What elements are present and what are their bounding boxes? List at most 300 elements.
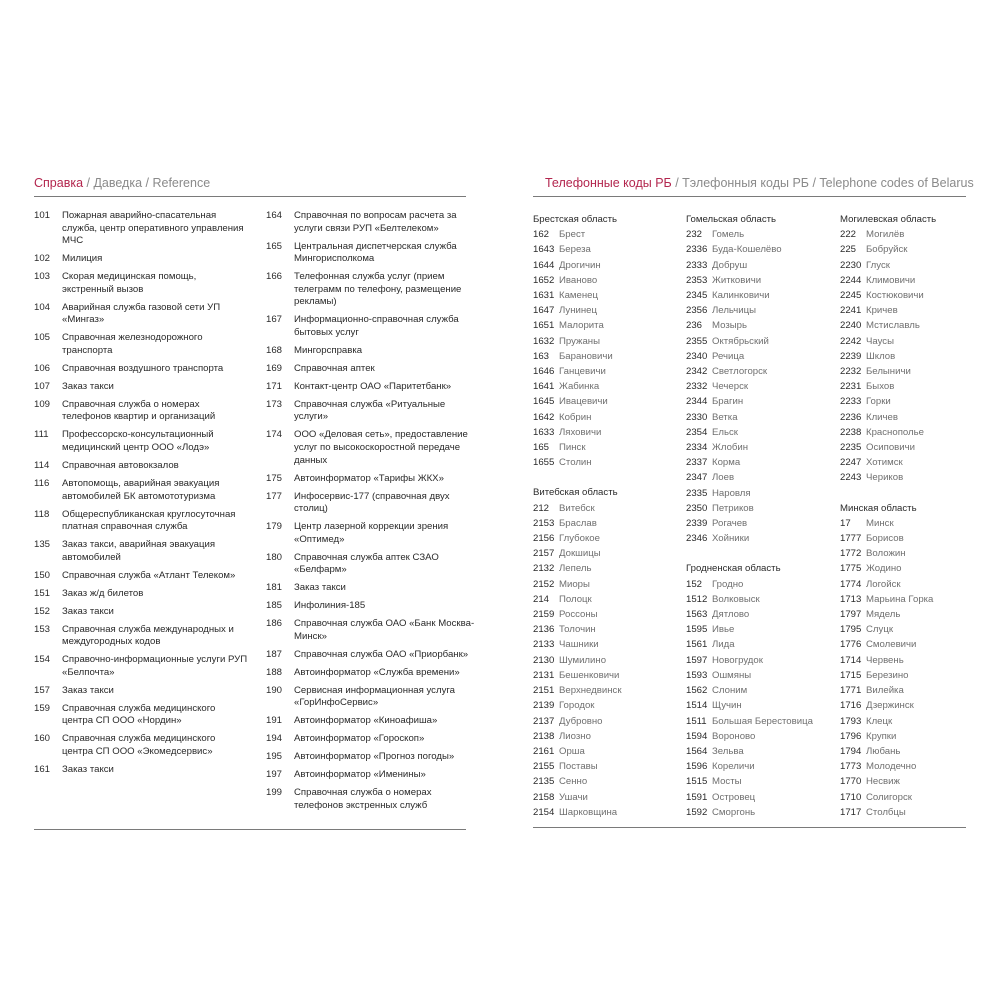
city-code: 1644 <box>533 259 555 271</box>
reference-code: 187 <box>266 648 283 660</box>
city-row <box>533 410 673 425</box>
reference-entry <box>266 521 481 546</box>
reference-entry <box>34 381 249 394</box>
city-code: 1793 <box>840 715 862 727</box>
city-code: 2232 <box>840 366 862 378</box>
region-name: Могилевская область <box>840 214 937 225</box>
reference-description: Справочная воздушного транспорта <box>62 362 224 374</box>
city-name: Чечерск <box>712 381 749 393</box>
reference-entry <box>34 606 249 619</box>
city-row <box>686 288 826 303</box>
reference-entry <box>34 399 249 424</box>
city-code: 2230 <box>840 259 862 271</box>
reference-bottom-rule <box>34 829 466 830</box>
reference-description: Справочная служба ОАО «Приорбанк» <box>294 648 469 660</box>
city-row <box>840 242 980 257</box>
codes-column-3 <box>840 212 980 835</box>
city-row <box>840 714 980 729</box>
city-code: 1717 <box>840 806 862 818</box>
city-name: Россоны <box>559 609 598 621</box>
city-row <box>840 440 980 455</box>
reference-code: 103 <box>34 271 51 283</box>
reference-code: 164 <box>266 210 283 221</box>
reference-description: Центр лазерной коррекции зрения «Оптимед» <box>294 521 449 545</box>
city-row <box>840 349 980 364</box>
reference-description: Автопомощь, аварийная эвакуация автомобилей БК автомототуризма <box>62 478 220 502</box>
city-code: 2332 <box>686 381 708 393</box>
reference-entry <box>266 649 481 662</box>
city-name: Чашники <box>559 639 599 651</box>
city-code: 2344 <box>686 396 708 408</box>
city-name: Быхов <box>866 381 895 393</box>
city-name: Калинковичи <box>712 290 770 302</box>
city-code: 2233 <box>840 396 862 408</box>
reference-entry <box>266 381 481 394</box>
reference-code: 157 <box>34 684 51 696</box>
city-code: 2156 <box>533 533 555 545</box>
city-name: Вилейка <box>866 685 904 697</box>
city-name: Солигорск <box>866 791 912 803</box>
city-row <box>533 653 673 668</box>
city-row <box>686 774 826 789</box>
city-row <box>840 334 980 349</box>
city-row <box>840 668 980 683</box>
city-code: 2130 <box>533 654 555 666</box>
city-code: 1511 <box>686 715 707 727</box>
city-code: 2356 <box>686 305 708 317</box>
city-name: Иваново <box>559 274 598 286</box>
reference-description: Заказ такси <box>62 605 114 617</box>
city-row <box>840 607 980 622</box>
city-code: 2158 <box>533 791 555 803</box>
city-row <box>686 486 826 501</box>
city-code: 2334 <box>686 442 708 454</box>
reference-entry <box>266 618 481 643</box>
city-code: 2350 <box>686 502 708 514</box>
reference-description: Заказ такси <box>294 582 346 594</box>
city-code: 1597 <box>686 654 708 666</box>
city-name: Житковичи <box>712 274 762 286</box>
city-row <box>533 425 673 440</box>
reference-code: 179 <box>266 521 283 533</box>
reference-entry <box>34 654 249 679</box>
city-name: Костюковичи <box>866 290 924 302</box>
city-row <box>533 683 673 698</box>
city-code: 1714 <box>840 654 862 666</box>
reference-description: Справочная служба медицинского центра СП ООО «Нордин» <box>62 702 216 727</box>
reference-entry <box>266 314 481 339</box>
city-code: 1631 <box>533 290 555 302</box>
city-row <box>533 455 673 470</box>
reference-entry <box>266 429 481 467</box>
city-row <box>533 394 673 409</box>
reference-code: 171 <box>266 380 283 392</box>
city-row <box>686 714 826 729</box>
reference-entry <box>266 363 481 376</box>
reference-description: Автоинформатор «Служба времени» <box>294 666 460 678</box>
reference-code: 101 <box>34 210 51 221</box>
city-name: Хотимск <box>866 457 903 469</box>
city-row <box>840 303 980 318</box>
city-name: Ошмяны <box>712 669 752 681</box>
codes-column-1 <box>533 212 673 835</box>
city-name: Большая Берестовица <box>712 715 813 727</box>
codes-top-rule <box>533 196 966 197</box>
city-name: Воложин <box>866 548 906 560</box>
reference-entry <box>34 764 249 777</box>
city-code: 1633 <box>533 426 555 438</box>
reference-description: Справочная автовокзалов <box>62 460 179 472</box>
city-name: Береза <box>559 244 591 256</box>
reference-column-2 <box>266 210 481 818</box>
city-name: Горки <box>866 396 891 408</box>
city-code: 2135 <box>533 776 555 788</box>
reference-description: Автоинформатор «Гороскоп» <box>294 733 425 745</box>
reference-entry <box>34 271 249 296</box>
city-row <box>840 516 980 531</box>
city-code: 2240 <box>840 320 862 332</box>
city-name: Гомель <box>712 229 745 241</box>
city-code: 1777 <box>840 533 862 545</box>
reference-entry <box>34 210 249 248</box>
city-row <box>686 668 826 683</box>
city-row <box>840 425 980 440</box>
reference-header-rest: / Даведка / Reference <box>83 176 211 190</box>
city-code: 1771 <box>840 685 862 697</box>
city-name: Кричев <box>866 305 898 317</box>
region-name: Витебская область <box>533 487 618 499</box>
city-row <box>840 455 980 470</box>
codes-page <box>500 0 1000 1000</box>
city-name: Лоев <box>712 472 735 484</box>
city-row <box>686 607 826 622</box>
city-name: Светлогорск <box>712 366 768 378</box>
city-name: Волковыск <box>712 593 760 605</box>
region-name: Минская область <box>840 502 917 514</box>
city-name: Рогачев <box>712 518 748 530</box>
city-row <box>686 622 826 637</box>
city-name: Кореличи <box>712 761 755 773</box>
reference-description: Пожарная аварийно-спасательная служба, центр оперативного управления МЧС <box>62 210 244 247</box>
reference-description: Автоинформатор «Именины» <box>294 769 426 781</box>
city-row <box>840 288 980 303</box>
reference-code: 194 <box>266 733 283 745</box>
city-code: 1643 <box>533 244 555 256</box>
city-code: 1642 <box>533 411 555 423</box>
reference-code: 106 <box>34 362 51 374</box>
city-code: 1593 <box>686 669 708 681</box>
reference-code: 167 <box>266 314 283 326</box>
city-row <box>686 653 826 668</box>
city-name: Мосты <box>712 776 742 788</box>
city-code: 1563 <box>686 609 708 621</box>
city-name: Дрогичин <box>559 259 601 271</box>
reference-description: Инфосервис-177 (справочная двух столиц) <box>294 490 450 515</box>
city-row <box>533 227 673 242</box>
reference-description: Центральная диспетчерская служба Мингорисполкома <box>294 240 457 265</box>
city-name: Жабинка <box>559 381 600 393</box>
city-name: Бешенковичи <box>559 669 620 681</box>
city-code: 1775 <box>840 563 862 575</box>
reference-code: 190 <box>266 684 283 696</box>
city-code: 2336 <box>686 244 708 256</box>
region-block <box>686 561 826 819</box>
reference-code: 107 <box>34 380 51 392</box>
reference-description: ООО «Деловая сеть», предоставление услуг по высокоскоростной передаче данных <box>294 429 468 466</box>
city-row <box>686 425 826 440</box>
city-code: 2151 <box>533 685 555 697</box>
reference-code: 180 <box>266 551 283 563</box>
reference-entry <box>266 582 481 595</box>
city-code: 1596 <box>686 761 708 773</box>
reference-code: 199 <box>266 787 283 799</box>
city-name: Ветка <box>712 411 738 423</box>
city-code: 2345 <box>686 290 708 302</box>
city-code: 2245 <box>840 290 862 302</box>
city-row <box>686 440 826 455</box>
city-code: 165 <box>533 442 550 454</box>
city-name: Городок <box>559 700 595 712</box>
city-code: 162 <box>533 229 550 241</box>
city-code: 1716 <box>840 700 862 712</box>
city-row <box>840 622 980 637</box>
city-row <box>840 637 980 652</box>
city-name: Глуск <box>866 259 890 271</box>
city-row <box>533 561 673 576</box>
city-code: 2159 <box>533 609 555 621</box>
reference-code: 165 <box>266 240 283 252</box>
city-row <box>533 516 673 531</box>
city-code: 1773 <box>840 761 862 773</box>
reference-code: 159 <box>34 702 51 714</box>
city-name: Осиповичи <box>866 442 915 454</box>
city-code: 1515 <box>686 776 708 788</box>
reference-entry <box>266 399 481 424</box>
city-name: Несвиж <box>866 776 900 788</box>
city-row <box>840 592 980 607</box>
city-name: Столин <box>559 457 592 469</box>
reference-code: 195 <box>266 751 283 763</box>
city-row <box>840 790 980 805</box>
city-code: 2353 <box>686 274 708 286</box>
city-name: Марьина Горка <box>866 593 934 605</box>
city-code: 1652 <box>533 274 555 286</box>
city-row <box>533 334 673 349</box>
city-name: Мстиславль <box>866 320 920 332</box>
city-row <box>533 592 673 607</box>
reference-entry <box>34 570 249 583</box>
city-code: 236 <box>686 320 703 332</box>
codes-column-2 <box>686 212 826 835</box>
reference-entry <box>34 332 249 357</box>
city-code: 2340 <box>686 350 708 362</box>
city-name: Ганцевичи <box>559 366 606 378</box>
city-code: 1774 <box>840 578 862 590</box>
city-code: 1646 <box>533 366 555 378</box>
reference-entry <box>34 478 249 503</box>
city-row <box>533 288 673 303</box>
city-row <box>840 546 980 561</box>
city-name: Зельва <box>712 745 744 757</box>
city-name: Щучин <box>712 700 742 712</box>
reference-entry <box>266 210 481 235</box>
city-row <box>533 501 673 516</box>
city-code: 2243 <box>840 472 862 484</box>
city-name: Жлобин <box>712 442 749 454</box>
city-code: 2138 <box>533 730 555 742</box>
city-code: 152 <box>686 578 703 590</box>
city-row <box>533 714 673 729</box>
city-row <box>686 501 826 516</box>
city-row <box>840 805 980 820</box>
city-name: Молодечно <box>866 761 917 773</box>
city-row <box>533 774 673 789</box>
city-code: 1594 <box>686 730 708 742</box>
city-name: Корма <box>712 457 741 469</box>
city-code: 1713 <box>840 593 862 605</box>
reference-entry <box>34 685 249 698</box>
reference-description: Сервисная информационная услуга «ГорИнфоСервис» <box>294 684 455 709</box>
city-row <box>533 805 673 820</box>
city-name: Верхнедвинск <box>559 685 622 697</box>
city-code: 1592 <box>686 806 708 818</box>
reference-entry <box>266 491 481 516</box>
city-row <box>686 410 826 425</box>
reference-top-rule <box>34 196 466 197</box>
codes-header-accent: Телефонные коды РБ <box>545 176 672 190</box>
reference-description: Заказ ж/д билетов <box>62 587 144 599</box>
city-name: Ляховичи <box>559 426 602 438</box>
city-code: 2337 <box>686 457 708 469</box>
reference-code: 185 <box>266 600 283 612</box>
reference-entry <box>34 539 249 564</box>
city-name: Октябрьский <box>712 335 769 347</box>
city-row <box>533 668 673 683</box>
city-row <box>686 637 826 652</box>
city-row <box>686 592 826 607</box>
city-code: 2335 <box>686 487 708 499</box>
city-row <box>840 729 980 744</box>
city-row <box>533 729 673 744</box>
city-code: 1647 <box>533 305 555 317</box>
city-row <box>686 349 826 364</box>
city-code: 1715 <box>840 669 862 681</box>
city-row <box>840 653 980 668</box>
city-row <box>840 364 980 379</box>
reference-description: Автоинформатор «Киноафиша» <box>294 715 438 727</box>
city-name: Минск <box>866 517 894 529</box>
city-row <box>686 334 826 349</box>
city-code: 232 <box>686 229 703 241</box>
reference-code: 161 <box>34 763 51 775</box>
city-row <box>686 683 826 698</box>
city-row <box>533 637 673 652</box>
reference-entry <box>34 363 249 376</box>
city-name: Браслав <box>559 517 597 529</box>
city-row <box>533 546 673 561</box>
reference-code: 177 <box>266 490 283 502</box>
city-code: 1641 <box>533 381 555 393</box>
reference-entry <box>34 588 249 601</box>
city-row <box>686 531 826 546</box>
region-name: Гомельская область <box>686 214 777 225</box>
reference-code: 154 <box>34 654 51 666</box>
city-name: Толочин <box>559 624 596 636</box>
city-row <box>686 394 826 409</box>
city-code: 2161 <box>533 745 555 757</box>
city-row <box>686 303 826 318</box>
reference-code: 151 <box>34 587 51 599</box>
reference-code: 102 <box>34 253 51 265</box>
reference-description: Скорая медицинская помощь, экстренный вызов <box>62 271 197 295</box>
reference-description: Милиция <box>62 253 103 265</box>
region-block <box>533 485 673 819</box>
reference-description: Автоинформатор «Тарифы ЖКХ» <box>294 472 444 484</box>
city-name: Жодино <box>866 563 902 575</box>
city-row <box>533 607 673 622</box>
reference-description: Аварийная служба газовой сети УП «Мингаз» <box>62 301 221 326</box>
city-row <box>840 577 980 592</box>
city-code: 2247 <box>840 457 862 469</box>
reference-description: Общереспубликанская круглосуточная платная справочная служба <box>62 508 236 533</box>
city-name: Лельчицы <box>712 305 757 317</box>
reference-code: 150 <box>34 569 51 581</box>
city-row <box>533 790 673 805</box>
city-name: Шарковщина <box>559 806 618 818</box>
city-code: 163 <box>533 350 550 362</box>
city-row <box>840 410 980 425</box>
city-code: 2347 <box>686 472 708 484</box>
city-code: 2154 <box>533 806 555 818</box>
city-name: Логойск <box>866 578 901 590</box>
city-name: Краснополье <box>866 426 924 438</box>
city-row <box>840 683 980 698</box>
city-name: Мядель <box>866 609 901 621</box>
city-name: Кобрин <box>559 411 592 423</box>
reference-code: 188 <box>266 666 283 678</box>
city-name: Буда-Кошелёво <box>712 244 782 256</box>
city-code: 214 <box>533 593 550 605</box>
city-row <box>686 470 826 485</box>
city-row <box>686 698 826 713</box>
city-name: Поставы <box>559 761 598 773</box>
codes-header-rest: / Тэлефонныя коды РБ / Telephone codes of Belarus <box>671 176 974 190</box>
city-name: Гродно <box>712 578 744 590</box>
city-row <box>533 364 673 379</box>
city-code: 2139 <box>533 700 555 712</box>
reference-description: Справочная служба о номерах телефонов экстренных служб <box>294 787 432 811</box>
reference-description: Профессорско-консультационный медицинский центр ООО «Лодэ» <box>62 429 214 454</box>
codes-header <box>545 176 974 190</box>
city-code: 1562 <box>686 685 708 697</box>
city-name: Пружаны <box>559 335 600 347</box>
city-code: 225 <box>840 244 857 256</box>
city-code: 1645 <box>533 396 555 408</box>
city-name: Малорита <box>559 320 604 332</box>
reference-code: 169 <box>266 362 283 374</box>
reference-description: Справочно-информационные услуги РУП «Белпочта» <box>62 654 248 678</box>
city-row <box>686 790 826 805</box>
city-name: Пинск <box>559 442 586 454</box>
reference-description: Автоинформатор «Прогноз погоды» <box>294 751 455 763</box>
city-name: Докшицы <box>559 548 601 560</box>
city-code: 2235 <box>840 442 862 454</box>
city-name: Сморгонь <box>712 806 756 818</box>
city-row <box>686 455 826 470</box>
city-name: Петриков <box>712 502 754 514</box>
city-code: 1795 <box>840 624 862 636</box>
reference-code: 160 <box>34 733 51 745</box>
